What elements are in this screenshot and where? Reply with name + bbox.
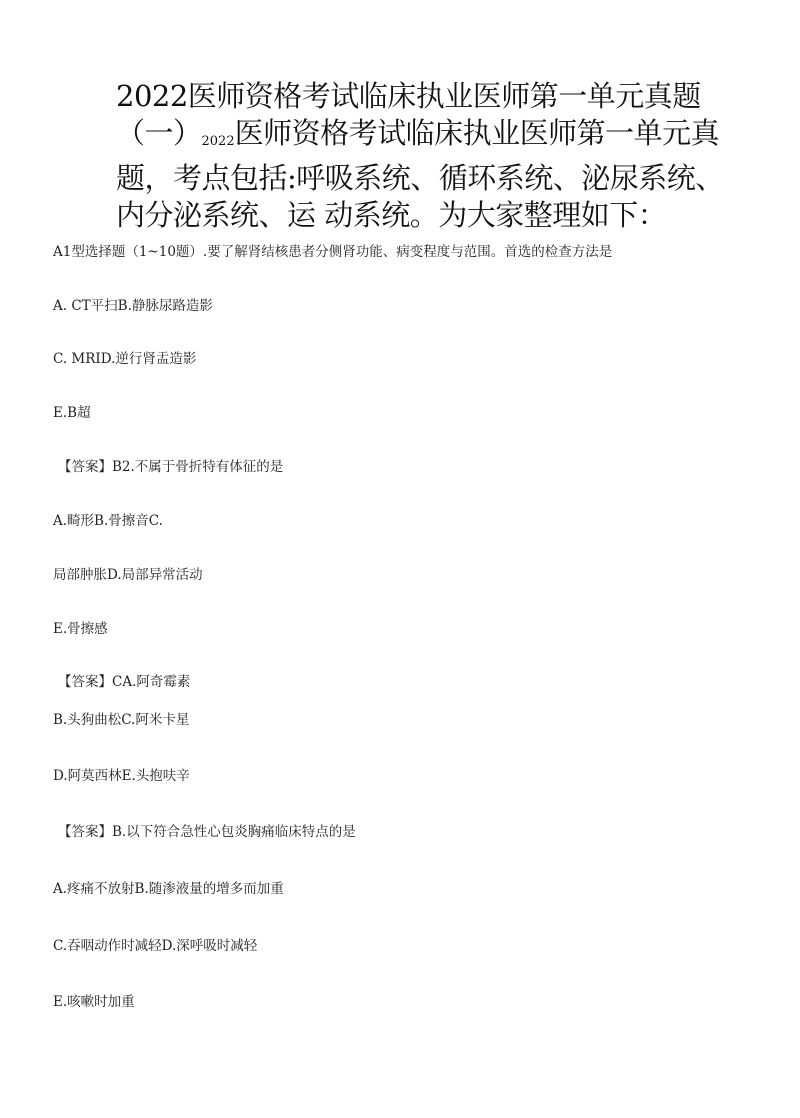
question-line: A1型选择题（1~10题）.要了解肾结核患者分侧肾功能、病变程度与范围。首选的检查方法是: [53, 244, 613, 260]
option-line: D.阿莫西林E.头抱呋辛: [53, 768, 190, 784]
title-main: 2022医师资格考试临床执业医师第一单元真题（一）: [116, 79, 701, 150]
answer-line: 【答案】B2.不属于骨折特有体征的是: [58, 459, 284, 475]
option-line: C. MRID.逆行肾盂造影: [53, 351, 197, 367]
option-line: A. CT平扫B.静脉尿路造影: [53, 298, 213, 314]
option-line: 局部肿胀D.局部异常活动: [53, 567, 203, 583]
option-line: E.骨擦感: [53, 621, 108, 637]
option-line: A.疼痛不放射B.随渗液量的增多而加重: [53, 881, 284, 897]
title-year-small: 2022: [201, 134, 235, 149]
title-rest: 医师资格考试临床执业医师第一单元真题，考点包括:呼吸系统、循环系统、泌尿系统、内分泌系统、运 动系统。为大家整理如下：: [116, 116, 724, 232]
option-line: B.头狗曲松C.阿米卡星: [53, 712, 190, 728]
document-title: [116, 78, 736, 234]
option-line: E.咳嗽时加重: [53, 994, 135, 1010]
answer-line: 【答案】CA.阿奇霉素: [58, 674, 191, 690]
option-line: C.吞咽动作时减轻D.深呼吸时减轻: [53, 938, 258, 954]
option-line: A.畸形B.骨擦音C.: [53, 513, 163, 529]
answer-line: 【答案】B.以下符合急性心包炎胸痛临床特点的是: [58, 824, 356, 840]
option-line: E.B超: [53, 405, 91, 421]
